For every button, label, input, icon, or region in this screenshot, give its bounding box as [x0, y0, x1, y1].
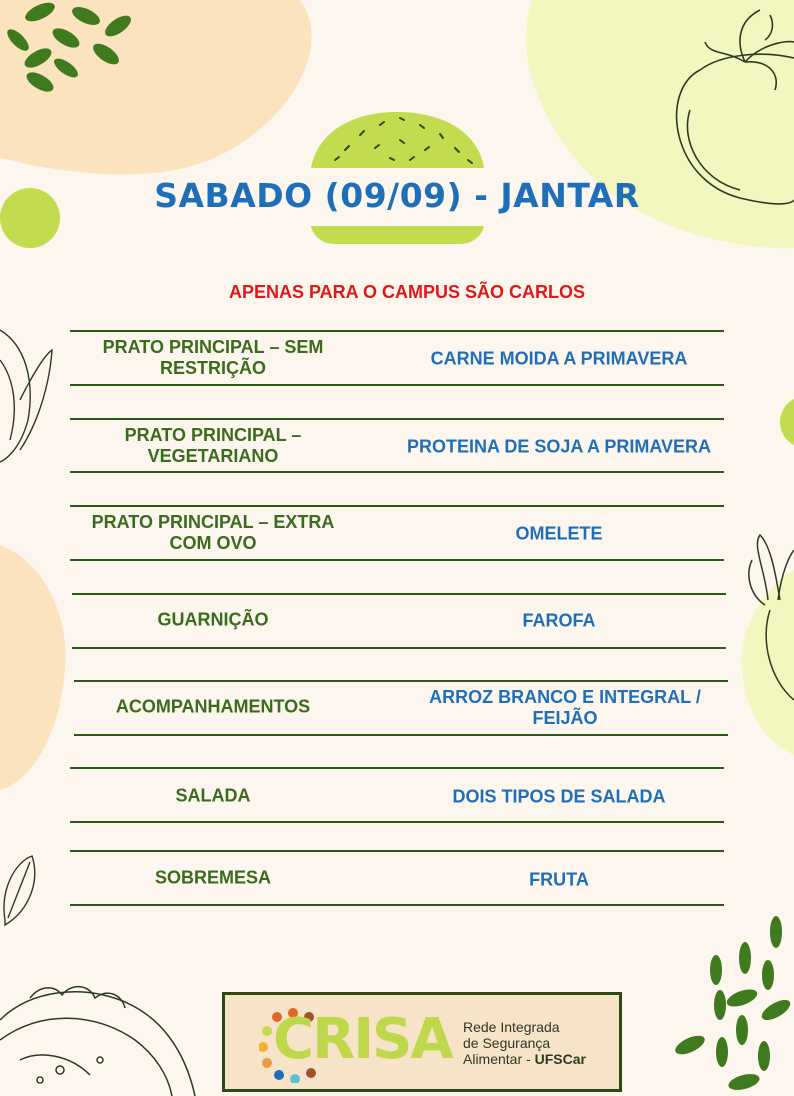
crisa-logo	[222, 992, 622, 1092]
row-divider	[70, 559, 724, 561]
tagline-prefix: Alimentar -	[463, 1051, 535, 1067]
tagline-line	[463, 1051, 586, 1067]
row-divider	[70, 418, 724, 420]
menu-category: PRATO PRINCIPAL – VEGETARIANO	[124, 425, 302, 466]
seed-pattern-bottom	[673, 916, 794, 1093]
menu-item: OMELETE	[515, 523, 603, 544]
menu-category: PRATO PRINCIPAL – SEM RESTRIÇÃO	[102, 337, 324, 378]
menu-category: PRATO PRINCIPAL – EXTRA COM OVO	[91, 512, 335, 553]
menu-item: ARROZ BRANCO E INTEGRAL / FEIJÃO	[429, 687, 701, 728]
crisa-wordmark: CRISA	[273, 1007, 452, 1072]
lettuce-leaf-illustration	[0, 330, 52, 462]
menu-category: ACOMPANHAMENTOS	[115, 696, 311, 717]
menu-category: GUARNIÇÃO	[157, 609, 269, 630]
row-divider	[70, 330, 724, 332]
menu-item: PROTEINA DE SOJA A PRIMAVERA	[406, 436, 712, 457]
menu-item: FAROFA	[522, 610, 596, 631]
row-divider	[70, 471, 724, 473]
tagline-line: Rede Integrada	[463, 1019, 560, 1035]
peach-blob-left	[0, 545, 66, 790]
row-divider	[74, 734, 728, 736]
menu-item: FRUTA	[529, 869, 589, 890]
row-divider	[70, 904, 724, 906]
menu-category: SOBREMESA	[154, 867, 271, 888]
row-divider	[70, 850, 724, 852]
row-divider	[70, 384, 724, 386]
menu-category: SALADA	[175, 785, 251, 806]
row-divider	[70, 821, 724, 823]
page-title: SABADO (09/09) - JANTAR	[154, 176, 640, 215]
menu-item: CARNE MOIDA A PRIMAVERA	[430, 348, 688, 369]
campus-notice: APENAS PARA O CAMPUS SÃO CARLOS	[228, 282, 586, 302]
menu-item: DOIS TIPOS DE SALADA	[452, 786, 666, 807]
taco-illustration	[0, 987, 195, 1096]
row-divider	[72, 647, 726, 649]
row-divider	[70, 767, 724, 769]
crisa-tagline	[463, 1019, 586, 1067]
leaf-illustration-small	[4, 856, 35, 925]
row-divider	[74, 680, 728, 682]
tagline-ufscar: UFSCar	[534, 1051, 586, 1067]
row-divider	[70, 505, 724, 507]
lime-circle-right	[780, 396, 794, 448]
row-divider	[72, 593, 726, 595]
tagline-line: de Segurança	[463, 1035, 551, 1051]
